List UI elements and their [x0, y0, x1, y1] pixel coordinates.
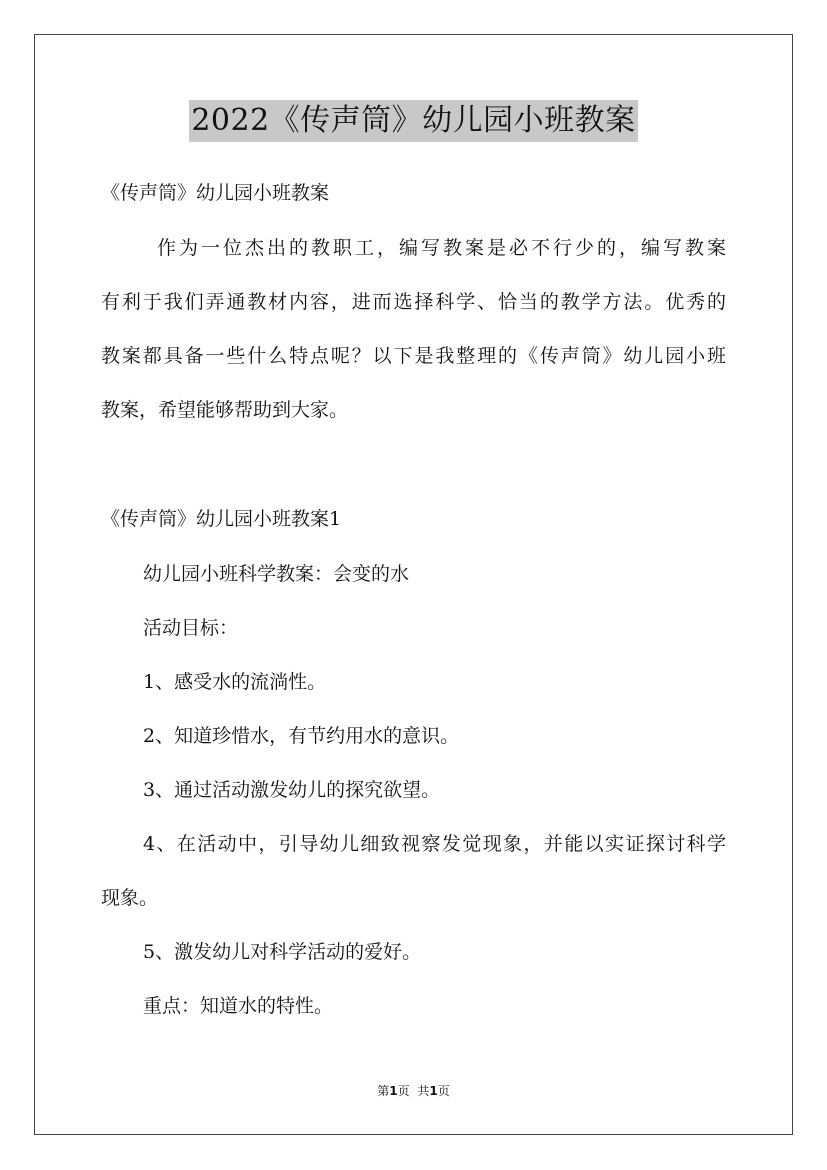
footer-page-mid: 页	[397, 1084, 410, 1098]
goal-item: 3、通过活动激发幼儿的探究欲望。	[143, 779, 441, 801]
footer-total-prefix: 共	[417, 1084, 430, 1098]
goal-item: 2、知道珍惜水，有节约用水的意识。	[143, 725, 460, 747]
intro-line: 教案，希望能够帮助到大家。	[101, 399, 349, 421]
intro-paragraph	[101, 235, 726, 423]
document-title: 2022《传声筒》幼儿园小班教案	[189, 100, 637, 142]
goal-item: 5、激发幼儿对科学活动的爱好。	[143, 941, 422, 963]
footer-page-number: 1	[389, 1084, 398, 1098]
document-subtitle: 《传声筒》幼儿园小班教案	[101, 182, 330, 204]
goal-item-4	[101, 831, 726, 911]
intro-line: 有利于我们弄通教材内容，进而选择科学、恰当的教学方法。优秀的	[101, 291, 726, 313]
intro-line: 作为一位杰出的教职工，编写教案是必不行少的，编写教案	[157, 237, 726, 259]
footer-page-prefix: 第	[377, 1084, 390, 1098]
lesson-title: 幼儿园小班科学教案：会变的水	[143, 563, 410, 585]
footer-total-number: 1	[429, 1084, 438, 1098]
goal4-line: 4、在活动中，引导幼儿细致视察发觉现象，并能以实证探讨科学	[143, 833, 726, 855]
page-footer	[0, 1083, 827, 1099]
intro-line: 教案都具备一些什么特点呢？以下是我整理的《传声筒》幼儿园小班	[101, 345, 726, 367]
footer-total-suffix: 页	[437, 1084, 450, 1098]
goal-item: 1、感受水的流淌性。	[143, 671, 327, 693]
goal4-line: 现象。	[101, 887, 159, 909]
key-point: 重点：知道水的特性。	[143, 995, 334, 1017]
section-heading: 《传声筒》幼儿园小班教案1	[101, 508, 342, 530]
title-container	[0, 100, 827, 142]
goals-label: 活动目标：	[143, 617, 239, 639]
